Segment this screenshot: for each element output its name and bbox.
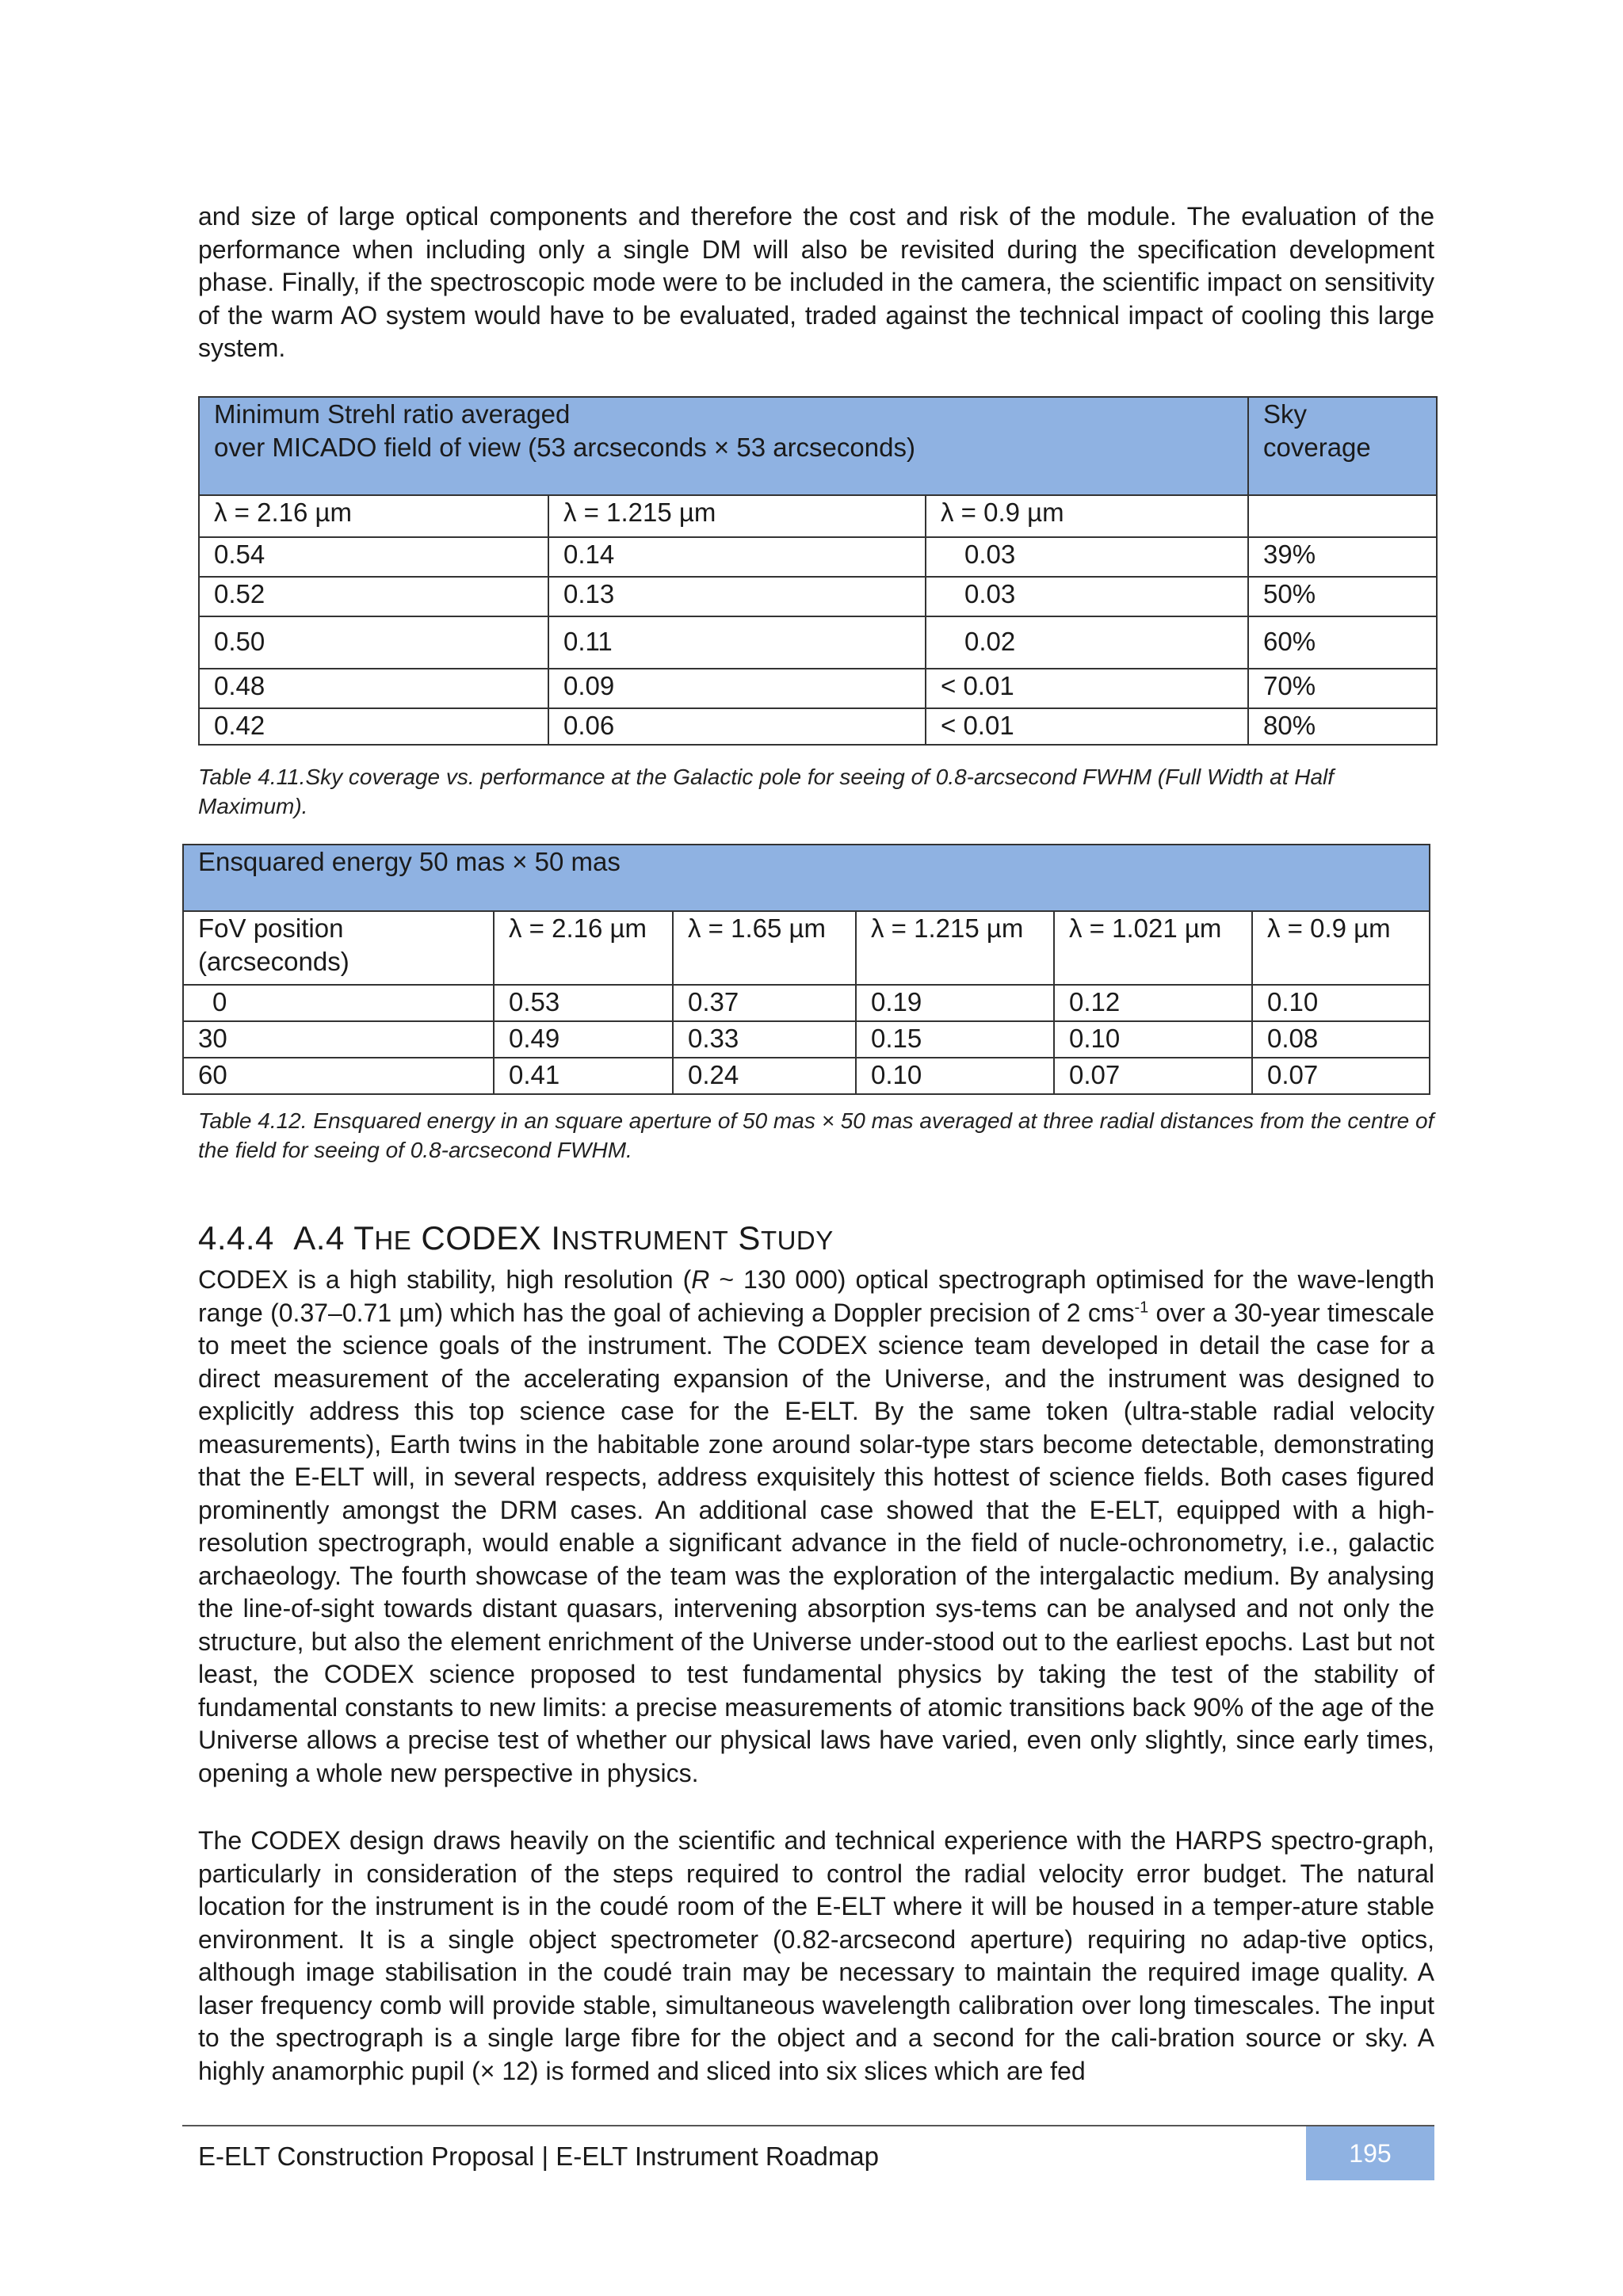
table-cell: 0.10 <box>1252 985 1430 1021</box>
intro-paragraph: and size of large optical components and therefore the cost and risk of the module. The evaluation of the performance when including only a single DM will also be revisited during the specification development phase. Finally, if the spectroscopic mode were to be included in the camera, the scientific impact on sensitivity of the warm AO system would have to be evaluated, traded against the technical impact of cooling this large system. <box>198 202 1434 362</box>
ensquared-energy-table <box>182 844 1430 1095</box>
column-header: λ = 1.215 µm <box>856 911 1054 985</box>
column-header: λ = 2.16 µm <box>199 495 548 537</box>
table-cell: 0.07 <box>1252 1058 1430 1094</box>
table-4-12-caption: Table 4.12. Ensquared energy in an square aperture of 50 mas × 50 mas averaged at three radial distances from the centre of the field for seeing of 0.8-arcsecond FWHM. <box>198 1108 1434 1162</box>
table-cell: 0.07 <box>1054 1058 1252 1094</box>
ensquared-table-header: Ensquared energy 50 mas × 50 mas <box>183 845 1430 911</box>
section-title-part: A.4 T <box>293 1219 375 1257</box>
sky-header-line2: coverage <box>1263 433 1371 462</box>
table-row <box>183 1058 1430 1094</box>
strehl-table <box>198 396 1438 746</box>
resolution-symbol: R <box>691 1265 710 1294</box>
column-header: λ = 2.16 µm <box>494 911 673 985</box>
table-row <box>199 577 1437 616</box>
section-title-part: CODEX I <box>411 1219 561 1257</box>
text-run: over a 30-year timescale to meet the science goals of the instrument. The CODEX science team developed in detail the case for a direct measurement of the accelerating expansion of the Universe, and the instrument was designed to explicitly address this top science case for the E-ELT. By the same token (ultra-stable radial velocity measurements), Earth twins in the habitable zone around solar-type stars become detectable, demonstrating that the E-ELT will, in several respects, address exquisitely this hottest of science fields. Both cases figured prominently amongst the DRM cases. An additional case showed that the E-ELT, equipped with a high-resolution spectrograph, would enable a significant advance in the field of nucle-ochronometry, i.e., galactic archaeology. The fourth showcase of the team was the exploration of the intergalactic medium. By analysing the line-of-sight towards distant quasars, intervening absorption sys-tems can be analysed and not only the structure, but also the element enrichment of the Universe under-stood out to the earliest epochs. Last but not least, the CODEX science proposed to test fundamental physics by taking the test of the stability of fundamental constants to new limits: a precise measurements of atomic transitions back 90% of the age of the Universe allows a precise test of whether our physical laws have varied, even only slightly, since early times, opening a whole new perspective in physics. <box>198 1298 1435 1787</box>
strehl-column-header-row <box>199 495 1437 537</box>
table-cell: < 0.01 <box>926 708 1248 745</box>
superscript: -1 <box>1134 1298 1149 1316</box>
ensquared-column-header-row <box>183 911 1430 985</box>
table-cell: 60 <box>183 1058 494 1094</box>
table-row <box>183 985 1430 1021</box>
table-cell: 0.49 <box>494 1021 673 1058</box>
section-title-part: NSTRUMENT <box>560 1226 729 1255</box>
table-cell: 0.08 <box>1252 1021 1430 1058</box>
body-paragraph-codex-science <box>198 1264 1434 1790</box>
table-row <box>199 708 1437 745</box>
footer-title: E-ELT Construction Proposal | E-ELT Instrument Roadmap <box>198 2142 880 2171</box>
strehl-header-line1: Minimum Strehl ratio averaged <box>214 399 571 429</box>
table-row <box>199 537 1437 577</box>
section-title-part: HE <box>374 1226 412 1255</box>
body-paragraph-codex-design: The CODEX design draws heavily on the scientific and technical experience with the HARPS spectro-graph, particularly in consideration of the steps required to control the radial velocity error budget. The natural location for the instrument is in the coudé room of the E-ELT where it will be housed in a temper-ature stable environment. It is a single object spectrometer (0.82-arcsecond aperture) requiring no adap-tive optics, although image stabilisation in the coudé train may be necessary to maintain the required image quality. A laser frequency comb will provide stable, simultaneous wavelength calibration over long timescales. The input to the spectrograph is a single large fibre for the object and a second for the cali-bration source or sky. A highly anamorphic pupil (× 12) is formed and sliced into six slices which are fed <box>198 1826 1434 2085</box>
table-cell: 0.02 <box>926 616 1248 669</box>
column-header <box>1248 495 1437 537</box>
table-cell: 0.19 <box>856 985 1054 1021</box>
table-cell: 50% <box>1248 577 1437 616</box>
table-cell: 0.42 <box>199 708 548 745</box>
table-row <box>183 1021 1430 1058</box>
table-cell: 60% <box>1248 616 1437 669</box>
table-cell: 0.48 <box>199 669 548 708</box>
section-number: 4.4.4 <box>198 1219 274 1257</box>
table-cell: 0.14 <box>548 537 926 577</box>
column-header: λ = 1.021 µm <box>1054 911 1252 985</box>
table-cell: 0.33 <box>673 1021 856 1058</box>
fov-header-line2: (arcseconds) <box>198 947 349 976</box>
table-cell: 0.41 <box>494 1058 673 1094</box>
table-cell: 80% <box>1248 708 1437 745</box>
table-cell: 70% <box>1248 669 1437 708</box>
table-row <box>199 616 1437 669</box>
text-run: ~ 130 000) optical spectrograph optimised for the wave-length range (0.37–0.71 µm) which has the goal of achieving a Doppler precision of 2 cms <box>198 1265 1435 1327</box>
table-cell: 0.12 <box>1054 985 1252 1021</box>
sky-coverage-header <box>1248 397 1437 495</box>
column-header: λ = 0.9 µm <box>1252 911 1430 985</box>
table-cell: 0 <box>183 985 494 1021</box>
table-cell: 0.06 <box>548 708 926 745</box>
column-header: λ = 1.215 µm <box>548 495 926 537</box>
strehl-table-header <box>199 397 1248 495</box>
page-number-badge: 195 <box>1306 2126 1434 2180</box>
sky-header-line1: Sky <box>1263 399 1308 429</box>
section-heading <box>198 1216 834 1263</box>
table-cell: 0.53 <box>494 985 673 1021</box>
text-run: CODEX is a high stability, high resolution ( <box>198 1265 692 1294</box>
table-cell: 0.03 <box>926 537 1248 577</box>
table-4-11-caption: Table 4.11.Sky coverage vs. performance at the Galactic pole for seeing of 0.8-arcsecond FWHM (Full Width at Half Maximum). <box>198 765 1335 818</box>
fov-header-line1: FoV position <box>198 913 344 943</box>
table-row <box>199 669 1437 708</box>
table-cell: < 0.01 <box>926 669 1248 708</box>
table-cell: 0.52 <box>199 577 548 616</box>
table-cell: 0.11 <box>548 616 926 669</box>
table-cell: 0.37 <box>673 985 856 1021</box>
table-cell: 0.24 <box>673 1058 856 1094</box>
table-cell: 0.10 <box>856 1058 1054 1094</box>
section-title-part: S <box>728 1219 761 1257</box>
column-header: λ = 0.9 µm <box>926 495 1248 537</box>
table-cell: 0.54 <box>199 537 548 577</box>
table-cell: 0.10 <box>1054 1021 1252 1058</box>
table-cell: 0.50 <box>199 616 548 669</box>
table-cell: 0.03 <box>926 577 1248 616</box>
strehl-header-line2: over MICADO field of view (53 arcseconds × 53 arcseconds) <box>214 433 915 462</box>
column-header: λ = 1.65 µm <box>673 911 856 985</box>
table-cell: 39% <box>1248 537 1437 577</box>
footer-rule <box>182 2125 1434 2126</box>
table-cell: 0.13 <box>548 577 926 616</box>
fov-position-header <box>183 911 494 985</box>
table-cell: 30 <box>183 1021 494 1058</box>
section-title-part: TUDY <box>760 1226 834 1255</box>
table-cell: 0.15 <box>856 1021 1054 1058</box>
table-cell: 0.09 <box>548 669 926 708</box>
